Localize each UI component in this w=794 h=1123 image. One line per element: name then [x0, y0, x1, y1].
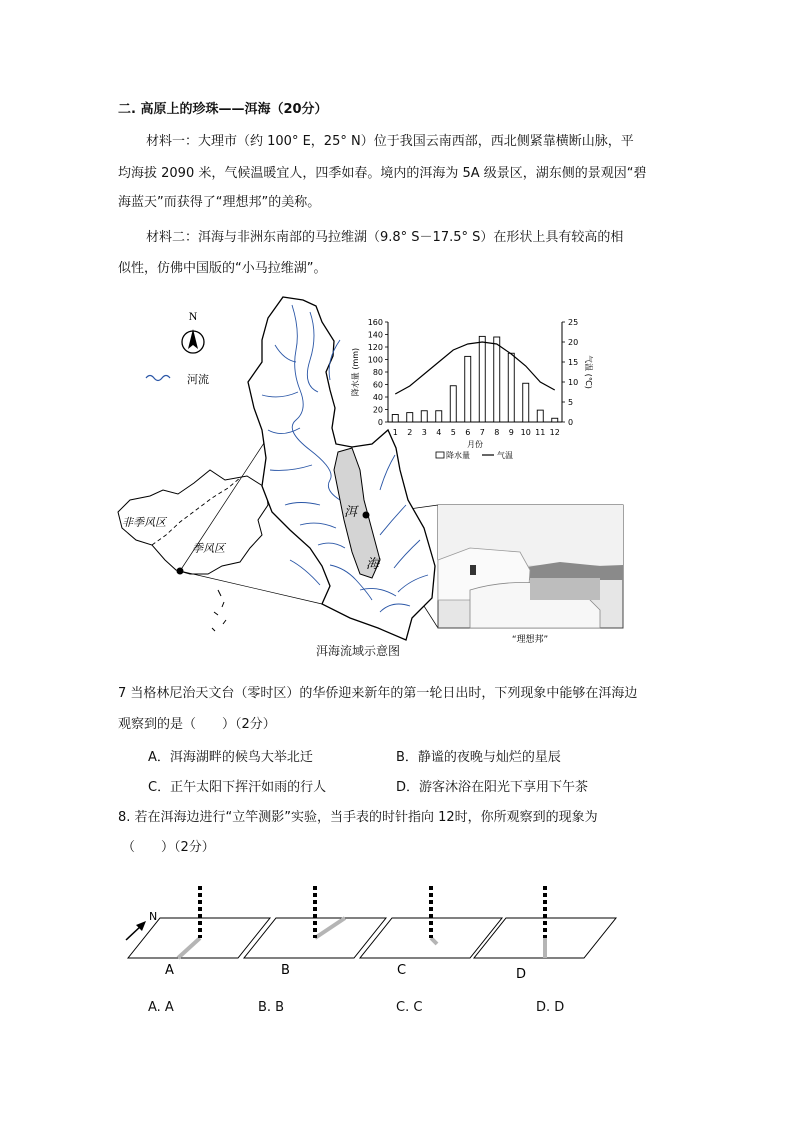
x-tick-label: 9: [508, 428, 514, 437]
x-tick-label: 6: [465, 428, 471, 437]
precip-bar: [436, 411, 442, 422]
legend-bar-swatch: [436, 452, 444, 458]
photo-caption: “理想邦”: [511, 635, 549, 645]
right-axis-label: 气温 (℃): [584, 355, 593, 389]
north-arrow-icon: [182, 329, 204, 353]
x-tick-label: 5: [450, 428, 456, 437]
q8-option-d: D. D: [536, 1000, 565, 1015]
left-tick-label: 120: [367, 343, 383, 352]
left-axis-label: 降水量 (mm): [351, 347, 360, 397]
material1-line3: 海蓝天”而获得了“理想邦”的美称。: [118, 195, 321, 210]
precip-bar: [552, 418, 558, 422]
diagram-c-label: C: [397, 963, 407, 978]
precip-bar: [465, 356, 471, 422]
q7-option-b: B．静谧的夜晚与灿烂的星辰: [396, 750, 561, 765]
q8-option-a: A. A: [148, 1000, 174, 1015]
q7-stem-line2: 观察到的是（ ）（2分）: [118, 717, 276, 732]
precip-bar: [407, 413, 413, 422]
q7-option-a: A．洱海湖畔的候鸟大举北迁: [148, 750, 313, 765]
material1-line1: 材料一：大理市（约 100° E，25° N）位于我国云南西部，西北侧紧靠横断山脉，平: [146, 134, 634, 149]
material1-line2: 均海拔 2090 米，气候温暖宜人，四季如春。境内的洱海为 5A 级景区，湖东侧的景观因“碧: [118, 166, 647, 181]
pole-shadow-diagrams: [120, 880, 630, 985]
right-tick-label: 10: [568, 378, 579, 387]
q8-stem-line2: （ ）（2分）: [122, 840, 215, 855]
precip-bar: [494, 337, 500, 422]
q8-north-label: N: [149, 910, 158, 923]
left-tick-label: 160: [367, 318, 383, 327]
q8-option-c: C. C: [396, 1000, 423, 1015]
lake-label-2: 海: [366, 557, 380, 572]
non-monsoon-label: 非季风区: [122, 516, 166, 529]
right-tick-label: 5: [568, 398, 574, 407]
right-tick-label: 25: [568, 318, 579, 327]
left-tick-label: 20: [372, 405, 383, 415]
precip-bar: [523, 383, 529, 422]
right-tick-label: 20: [568, 338, 579, 347]
ideal-state-photo: [438, 505, 623, 628]
diagram-b-label: B: [281, 963, 290, 978]
x-tick-label: 11: [535, 428, 546, 437]
q8-stem-line1: 8. 若在洱海边进行“立竿测影”实验，当手表的时针指向 12时，你所观察到的现象为: [118, 810, 598, 825]
legend-line-label: 气温: [497, 451, 513, 460]
precip-bar: [537, 410, 543, 422]
right-tick-label: 15: [568, 358, 579, 367]
right-tick-label: 0: [568, 418, 574, 427]
precip-bar: [450, 386, 456, 422]
map-caption: 洱海流域示意图: [316, 644, 401, 658]
lake-label-1: 洱: [344, 505, 358, 520]
diagram-d-label: D: [516, 967, 527, 982]
precip-bar: [479, 336, 485, 422]
x-tick-label: 3: [421, 428, 427, 437]
q7-stem-line1: 7 当格林尼治天文台（零时区）的华侨迎来新年的第一轮日出时，下列现象中能够在洱海边: [118, 686, 638, 701]
left-tick-label: 80: [372, 368, 383, 377]
q8-option-b: B. B: [258, 1000, 285, 1015]
left-tick-label: 140: [367, 330, 383, 340]
left-tick-label: 40: [372, 393, 383, 402]
river-legend-label: 河流: [187, 373, 209, 386]
monsoon-label: 季风区: [192, 542, 225, 555]
river-legend-icon: [146, 376, 170, 381]
north-label: N: [188, 309, 198, 323]
left-tick-label: 0: [377, 418, 383, 427]
x-tick-label: 4: [436, 428, 442, 437]
q7-option-d: D．游客沐浴在阳光下享用下午茶: [396, 780, 589, 795]
x-tick-label: 7: [479, 428, 485, 437]
temperature-line: [395, 342, 555, 394]
precip-bar: [508, 353, 514, 422]
x-tick-label: 10: [520, 428, 531, 437]
climate-chart: [340, 312, 593, 462]
precip-bar: [392, 415, 398, 423]
left-tick-label: 100: [367, 355, 383, 365]
north-arrow-q8-icon: [126, 921, 146, 940]
x-tick-label: 8: [494, 428, 500, 437]
section-heading: 二. 高原上的珍珠——洱海（20分）: [118, 102, 328, 117]
material2-line2: 似性，仿佛中国版的“小马拉维湖”。: [118, 261, 327, 276]
diagram-a-label: A: [165, 963, 174, 978]
q7-option-c: C．正午太阳下挥汗如雨的行人: [148, 780, 327, 795]
legend-bar-label: 降水量: [446, 451, 470, 460]
material2-line1: 材料二：洱海与非洲东南部的马拉维湖（9.8° S－17.5° S）在形状上具有较高的相: [146, 230, 624, 245]
x-tick-label: 12: [549, 428, 560, 437]
x-axis-label: 月份: [467, 440, 483, 449]
precip-bar: [421, 411, 427, 422]
x-tick-label: 2: [407, 428, 413, 437]
x-tick-label: 1: [392, 428, 398, 437]
left-tick-label: 60: [372, 380, 383, 390]
